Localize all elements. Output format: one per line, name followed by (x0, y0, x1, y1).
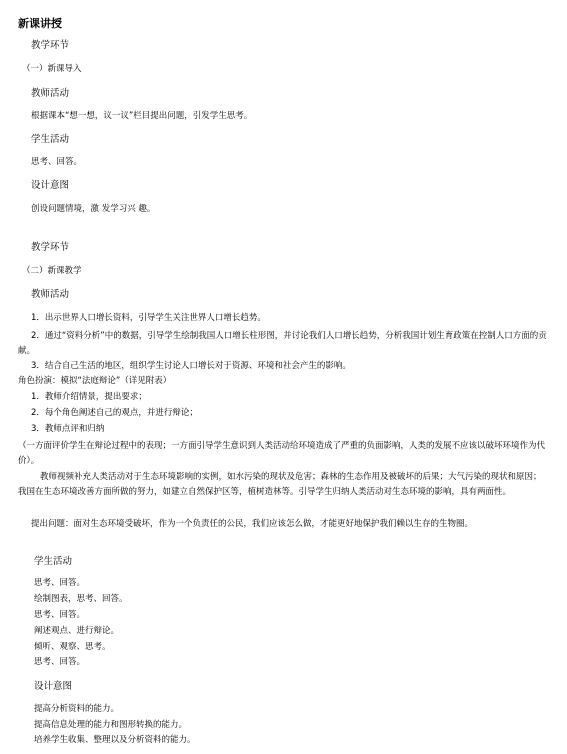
student-activity-1: 思考、回答。 (34, 578, 86, 588)
doc-title: 新课讲授 (18, 17, 62, 30)
section1-teacher-text: 根据课本“想一想，议一议”栏目提出问题，引发学生思考。 (31, 111, 253, 121)
intent-1: 提高分析资料的能力。 (34, 704, 120, 714)
section2-label: 教学环节 (31, 242, 70, 253)
roleplay-step-1: 1．教师介绍情景，提出要求； (31, 392, 147, 402)
section1-student-label: 学生活动 (31, 134, 70, 145)
paragraph-2: 2．通过“资料分析”中的数据，引导学生绘制我国人口增长柱形图，并讨论我们人口增长趋势，分析我国计划生育政策在控制人口方面的贡献。 (18, 331, 547, 356)
student-activity-5: 倾听、观察、思考。 (34, 642, 111, 652)
section1-heading: （一）新课导入 (22, 64, 82, 74)
paragraph-3: 3．结合自己生活的地区，组织学生讨论人口增长对于资源、环境和社会产生的影响。 (31, 361, 351, 371)
student-activity-3: 思考、回答。 (34, 610, 86, 620)
section1-student-text: 思考、回答。 (31, 157, 83, 167)
intent-2: 提高信息处理的能力和图形转换的能力。 (34, 720, 188, 730)
paragraph-1: 1．出示世界人口增长资料，引导学生关注世界人口增长趋势。 (31, 313, 266, 323)
section2-student-label: 学生活动 (34, 556, 73, 567)
paragraph-5: 教师视频补充人类活动对于生态环境影响的实例，如水污染的现状及危害；森林的生态作用及被破坏的后果；大气污染的现状和原因；我国在生态环境改善方面所做的努力，如建立自然保护区等，植树造林等。引导学生归纳人类活动对生态环境的影响，具有两面性。 (18, 472, 542, 497)
student-activity-4: 阐述观点、进行辩论。 (34, 626, 120, 636)
section2-teacher-label: 教师活动 (31, 289, 70, 300)
roleplay-line: 角色扮演：模拟“法庭辩论”（详见附表） (18, 376, 172, 386)
section1-intent-label: 设计意图 (31, 180, 70, 191)
roleplay-step-3: 3．教师点评和归纳 (31, 424, 105, 434)
section1-teacher-label: 教师活动 (31, 88, 70, 99)
section1-intent-text: 创设问题情境，激 发学习兴 趣。 (31, 204, 156, 214)
section2-intent-label: 设计意图 (34, 681, 73, 692)
section1-label: 教学环节 (31, 40, 70, 51)
paragraph-6: 提出问题：面对生态环境受破坏，作为一个负责任的公民，我们应该怎么做，才能更好地保护我们赖以生存的生物圈。 (31, 519, 474, 529)
section2-heading: （二）新课教学 (22, 266, 82, 276)
student-activity-6: 思考、回答。 (34, 657, 86, 667)
paragraph-4: （一方面评价学生在辩论过程中的表现；一方面引导学生意识到人类活动给环境造成了严重的负面影响，人类的发展不应该以破坏环境作为代价）。 (18, 441, 546, 466)
student-activity-2: 绘制图表，思考、回答。 (34, 594, 128, 604)
roleplay-step-2: 2．每个角色阐述自己的观点，并进行辩论； (31, 408, 198, 418)
intent-3: 培养学生收集、整理以及分析资料的能力。 (34, 735, 196, 745)
